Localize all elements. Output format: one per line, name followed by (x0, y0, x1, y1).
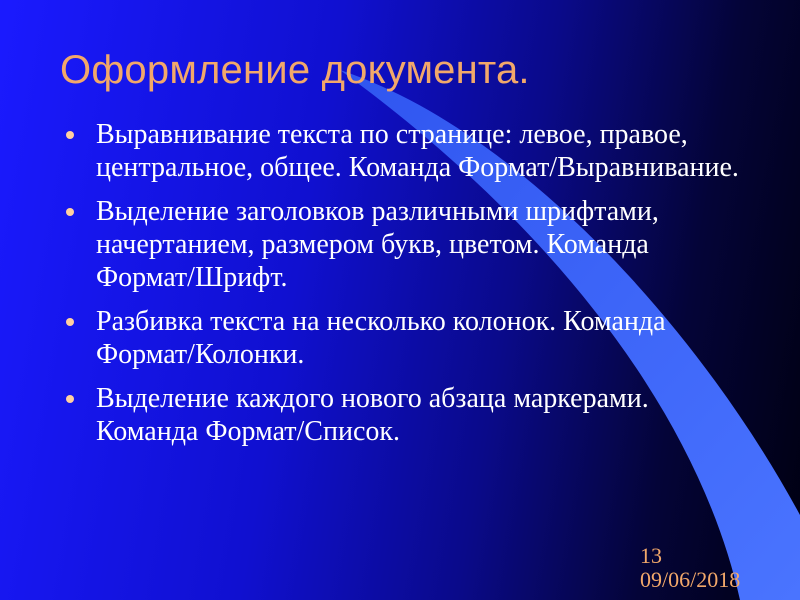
bullet-text: Выравнивание текста по странице: левое, правое, центральное, общее. Команда Формат/Выравнивание. (96, 119, 739, 183)
bullet-icon (66, 318, 74, 326)
bullet-icon (66, 395, 74, 403)
bullet-text: Выделение каждого нового абзаца маркерами. Команда Формат/Список. (96, 383, 649, 447)
bullet-item (62, 305, 742, 371)
bullet-item (62, 195, 742, 294)
bullet-item (62, 118, 742, 184)
bullet-text: Выделение заголовков различными шрифтами, начертанием, размером букв, цветом. Команда Формат/Шрифт. (96, 196, 659, 293)
bullet-item (62, 382, 742, 448)
slide-title: Оформление документа. (60, 48, 530, 92)
slide-date: 09/06/2018 (640, 567, 741, 592)
bullet-icon (66, 208, 74, 216)
bullet-icon (66, 131, 74, 139)
slide-number: 13 (640, 543, 662, 568)
bullet-text: Разбивка текста на несколько колонок. Команда Формат/Колонки. (96, 306, 666, 370)
bullet-list (62, 118, 742, 459)
